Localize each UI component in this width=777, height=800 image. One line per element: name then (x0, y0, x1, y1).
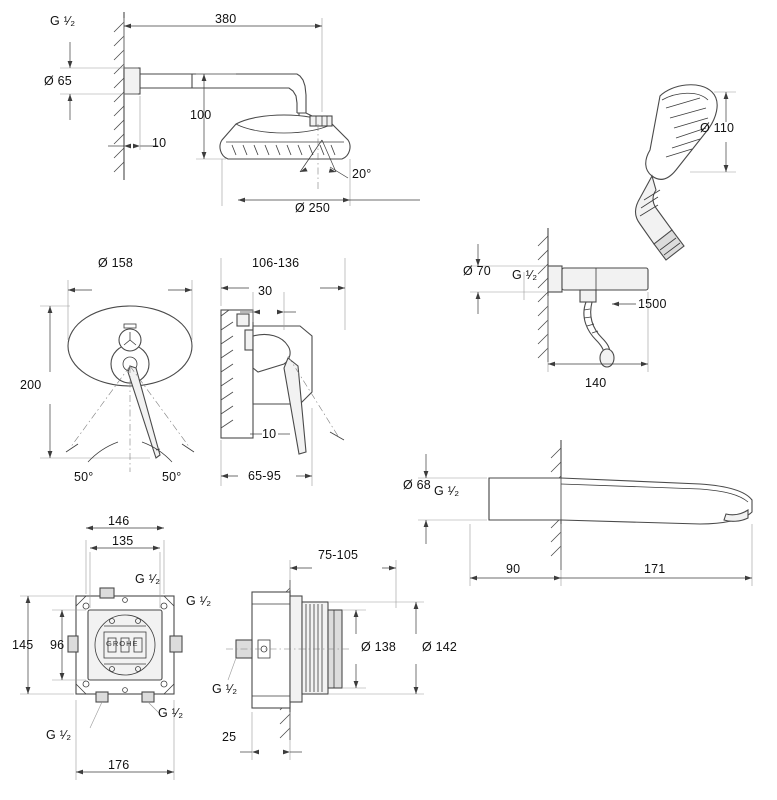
dim-inlet-right: G ¹⁄₂ (186, 594, 212, 608)
dim-connection-thread: G ¹⁄₂ (212, 682, 238, 696)
dim-box-height-outer: 145 (12, 638, 34, 652)
dim-spout-projection: 171 (644, 562, 666, 576)
dim-inlet-top-left: G ¹⁄₂ (135, 572, 161, 586)
dim-wall-section: 90 (506, 562, 521, 576)
dim-arm-length: 380 (215, 12, 237, 26)
dim-inlet-thread: G ¹⁄₂ (50, 14, 76, 28)
dim-cartridge-dia: Ø 138 (361, 640, 397, 654)
dim-outlet-bottom-right: G ¹⁄₂ (158, 706, 184, 720)
dim-outlet-bottom-left: G ¹⁄₂ (46, 728, 72, 742)
dim-wall-union-dia: Ø 70 (463, 264, 491, 278)
dim-body-width: 135 (112, 534, 134, 548)
dim-lever-angle-left: 50° (74, 470, 94, 484)
dim-cover-depth: 25 (222, 730, 237, 744)
dim-drop-height: 100 (190, 108, 212, 122)
view-tub-spout (418, 440, 752, 586)
dim-lever-angle-right: 50° (162, 470, 182, 484)
view-rough-in-side (226, 560, 424, 760)
dim-hand-shower-projection: 140 (585, 376, 607, 390)
dim-flange-dia: Ø 142 (422, 640, 458, 654)
view-hand-shower (470, 85, 736, 372)
dim-hose-length: 1500 (638, 297, 667, 311)
dim-flange-depth: 10 (152, 136, 167, 150)
dim-install-depth-range: 75-105 (318, 548, 359, 562)
dim-tilt-angle: 20° (352, 167, 372, 181)
dim-installation-depth-range: 106-136 (252, 256, 300, 270)
dim-box-width-outer: 176 (108, 758, 130, 772)
dim-lever-offset: 10 (262, 427, 277, 441)
brand-plate: GROHE (106, 639, 139, 648)
view-trim-set (40, 258, 345, 486)
dim-spout-thread: G ¹⁄₂ (434, 484, 460, 498)
dim-plate-thickness: 30 (258, 284, 273, 298)
dim-rosette-dia: Ø 158 (98, 256, 134, 270)
dim-trim-height: 200 (20, 378, 42, 392)
dim-fixing-width: 146 (108, 514, 130, 528)
dim-union-thread: G ¹⁄₂ (512, 268, 538, 282)
dim-finish-depth-range: 65-95 (248, 469, 281, 483)
dim-head-diameter: Ø 250 (295, 201, 331, 215)
dim-wall-flange-dia: Ø 65 (44, 74, 72, 88)
dim-spray-head-dia: Ø 110 (700, 121, 735, 135)
dim-spout-dia: Ø 68 (403, 478, 431, 492)
dim-body-height: 96 (50, 638, 65, 652)
view-rough-in-front (20, 526, 182, 780)
